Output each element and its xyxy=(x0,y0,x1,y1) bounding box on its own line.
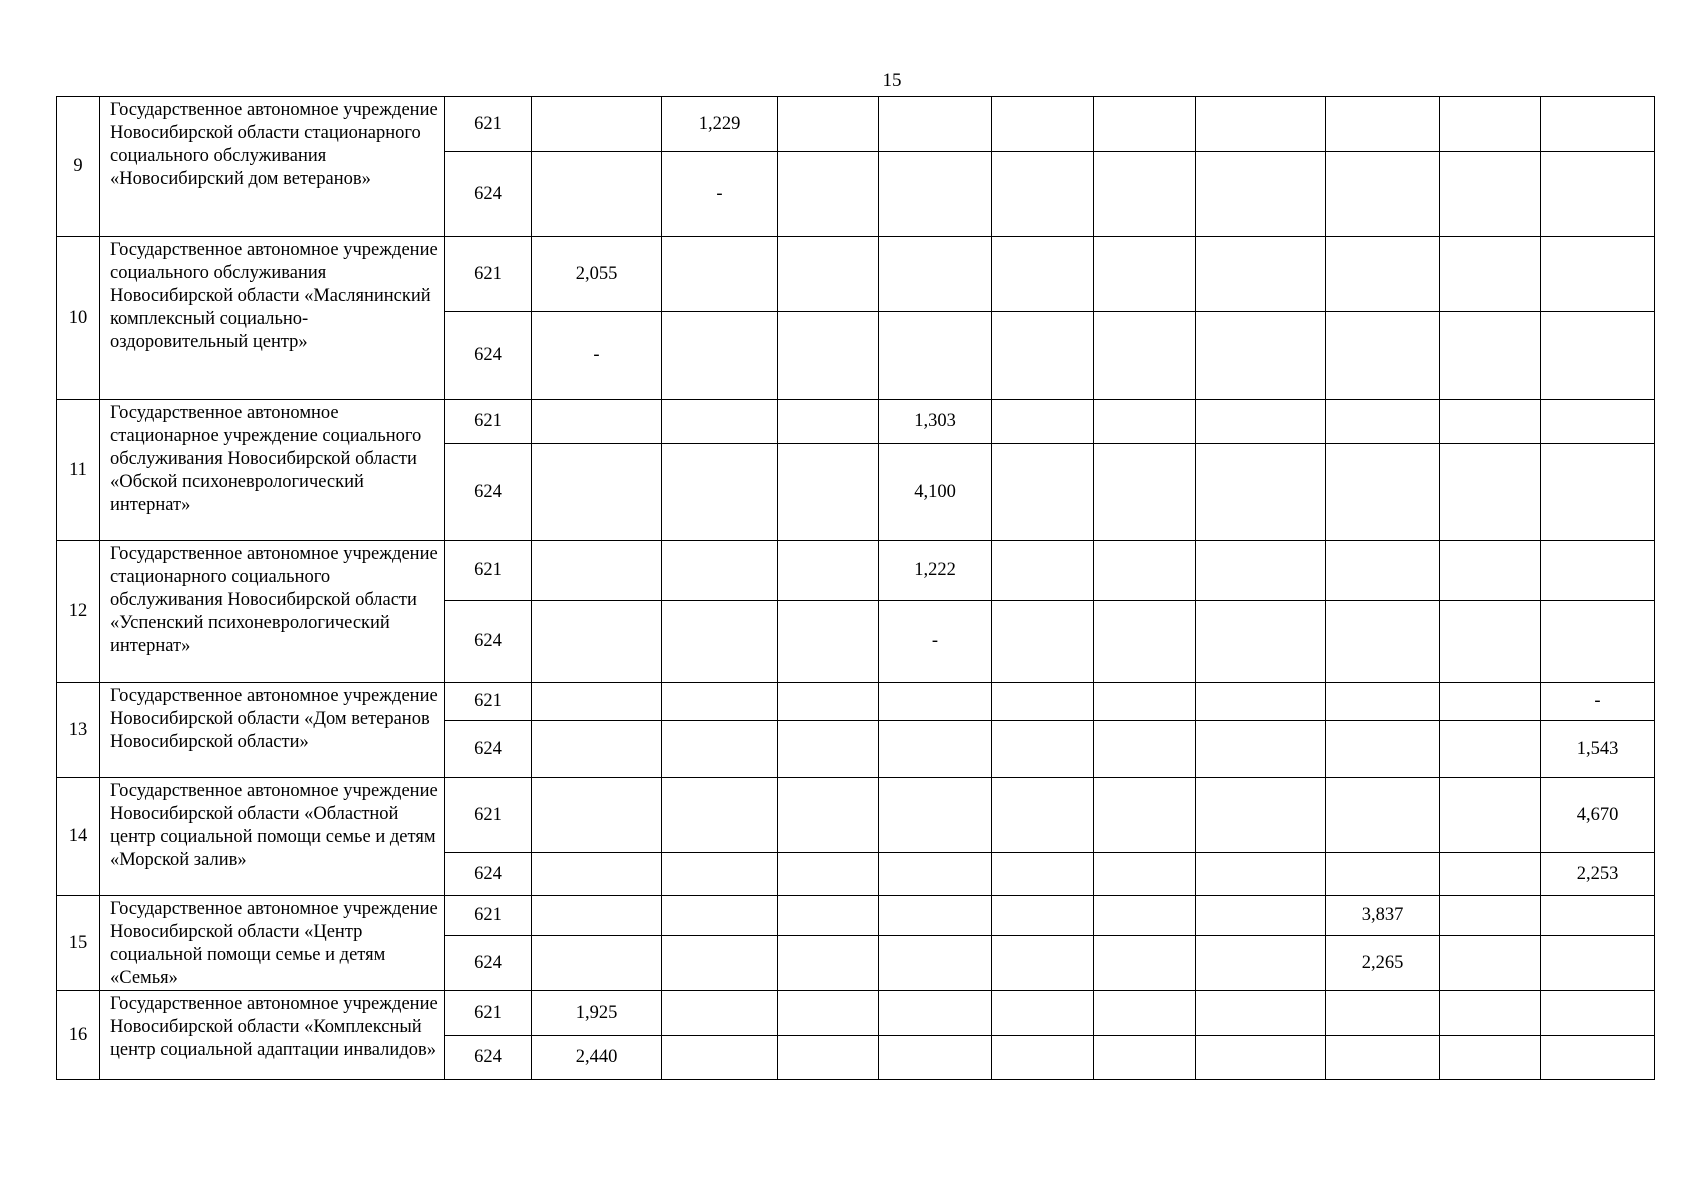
value-cell xyxy=(1094,601,1196,683)
value-cell xyxy=(1440,683,1541,721)
value-cell xyxy=(1196,853,1326,896)
value-cell xyxy=(1440,778,1541,853)
page-number: 15 xyxy=(882,70,902,91)
budget-code: 624 xyxy=(445,444,532,541)
value-cell xyxy=(879,1036,992,1080)
value-cell xyxy=(879,97,992,152)
budget-code: 624 xyxy=(445,601,532,683)
row-number: 9 xyxy=(57,97,100,237)
value-cell xyxy=(1196,601,1326,683)
value-cell xyxy=(662,237,778,312)
budget-code: 624 xyxy=(445,152,532,237)
institution-name: Государственное автономное стационарное учреждение социального обслуживания Новосибирской области «Обской психоневрологический интернат» xyxy=(100,400,445,541)
value-cell: 1,543 xyxy=(1541,721,1655,778)
value-cell xyxy=(1541,936,1655,991)
budget-code: 621 xyxy=(445,896,532,936)
budget-code: 624 xyxy=(445,936,532,991)
value-cell xyxy=(1541,601,1655,683)
value-cell xyxy=(1196,152,1326,237)
institution-name: Государственное автономное учреждение стационарного социального обслуживания Новосибирской области «Успенский психоневрологический интернат» xyxy=(100,541,445,683)
value-cell xyxy=(1326,991,1440,1036)
value-cell xyxy=(1196,444,1326,541)
row-number: 12 xyxy=(57,541,100,683)
value-cell xyxy=(1094,541,1196,601)
value-cell xyxy=(1440,601,1541,683)
value-cell xyxy=(532,778,662,853)
value-cell xyxy=(992,541,1094,601)
value-cell xyxy=(1326,601,1440,683)
value-cell: 1,222 xyxy=(879,541,992,601)
value-cell xyxy=(778,1036,879,1080)
value-cell xyxy=(1094,683,1196,721)
value-cell: - xyxy=(1541,683,1655,721)
value-cell xyxy=(778,541,879,601)
value-cell xyxy=(1196,312,1326,400)
value-cell xyxy=(1094,721,1196,778)
value-cell xyxy=(1541,237,1655,312)
value-cell xyxy=(778,601,879,683)
value-cell xyxy=(662,721,778,778)
institution-name: Государственное автономное учреждение Новосибирской области «Дом ветеранов Новосибирской области» xyxy=(100,683,445,778)
value-cell xyxy=(778,683,879,721)
value-cell xyxy=(662,400,778,444)
value-cell xyxy=(532,721,662,778)
value-cell xyxy=(778,312,879,400)
value-cell: 3,837 xyxy=(1326,896,1440,936)
value-cell xyxy=(662,683,778,721)
value-cell xyxy=(662,991,778,1036)
table-row xyxy=(57,237,1655,312)
row-number: 16 xyxy=(57,991,100,1080)
institution-name: Государственное автономное учреждение социального обслуживания Новосибирской области «Маслянинский комплексный социально-оздоровительный центр» xyxy=(100,237,445,400)
value-cell xyxy=(1440,853,1541,896)
value-cell xyxy=(1196,991,1326,1036)
value-cell xyxy=(1196,683,1326,721)
value-cell xyxy=(532,896,662,936)
value-cell xyxy=(992,778,1094,853)
value-cell xyxy=(778,936,879,991)
value-cell xyxy=(1094,778,1196,853)
value-cell xyxy=(1326,683,1440,721)
value-cell xyxy=(662,601,778,683)
table-row xyxy=(57,683,1655,721)
table-row xyxy=(57,778,1655,853)
value-cell xyxy=(1440,400,1541,444)
value-cell xyxy=(1541,97,1655,152)
value-cell: - xyxy=(532,312,662,400)
value-cell: 2,055 xyxy=(532,237,662,312)
value-cell xyxy=(1196,237,1326,312)
value-cell xyxy=(1326,237,1440,312)
value-cell xyxy=(778,400,879,444)
value-cell xyxy=(532,541,662,601)
budget-code: 621 xyxy=(445,541,532,601)
value-cell xyxy=(1094,400,1196,444)
value-cell: 1,303 xyxy=(879,400,992,444)
value-cell xyxy=(1094,1036,1196,1080)
value-cell xyxy=(1440,541,1541,601)
value-cell xyxy=(1326,400,1440,444)
value-cell: 2,440 xyxy=(532,1036,662,1080)
value-cell xyxy=(1541,152,1655,237)
row-number: 15 xyxy=(57,896,100,991)
value-cell xyxy=(1094,97,1196,152)
value-cell xyxy=(992,400,1094,444)
value-cell xyxy=(532,936,662,991)
value-cell xyxy=(778,237,879,312)
value-cell xyxy=(1440,152,1541,237)
table-row xyxy=(57,541,1655,601)
value-cell: - xyxy=(879,601,992,683)
value-cell xyxy=(879,683,992,721)
value-cell xyxy=(879,991,992,1036)
value-cell: - xyxy=(662,152,778,237)
institution-name: Государственное автономное учреждение Новосибирской области «Областной центр социальной помощи семье и детям «Морской залив» xyxy=(100,778,445,896)
budget-code: 624 xyxy=(445,1036,532,1080)
value-cell xyxy=(992,683,1094,721)
row-number: 11 xyxy=(57,400,100,541)
value-cell xyxy=(532,683,662,721)
table-row xyxy=(57,97,1655,152)
value-cell xyxy=(992,853,1094,896)
value-cell xyxy=(992,721,1094,778)
value-cell: 2,253 xyxy=(1541,853,1655,896)
value-cell xyxy=(662,312,778,400)
value-cell xyxy=(778,152,879,237)
value-cell xyxy=(778,97,879,152)
value-cell xyxy=(1094,896,1196,936)
value-cell xyxy=(1326,444,1440,541)
table-row xyxy=(57,400,1655,444)
value-cell xyxy=(1541,312,1655,400)
value-cell xyxy=(778,721,879,778)
value-cell xyxy=(1196,721,1326,778)
value-cell xyxy=(662,778,778,853)
value-cell xyxy=(778,778,879,853)
value-cell xyxy=(1440,312,1541,400)
value-cell xyxy=(1541,1036,1655,1080)
value-cell xyxy=(1094,237,1196,312)
budget-code: 621 xyxy=(445,778,532,853)
value-cell: 2,265 xyxy=(1326,936,1440,991)
budget-code: 621 xyxy=(445,991,532,1036)
value-cell xyxy=(1326,721,1440,778)
value-cell xyxy=(1094,444,1196,541)
budget-code: 621 xyxy=(445,97,532,152)
value-cell xyxy=(662,1036,778,1080)
subsidy-table xyxy=(56,96,1655,1080)
value-cell xyxy=(1326,97,1440,152)
budget-code: 621 xyxy=(445,683,532,721)
value-cell xyxy=(1440,97,1541,152)
value-cell xyxy=(1440,896,1541,936)
value-cell xyxy=(662,896,778,936)
value-cell xyxy=(1541,991,1655,1036)
value-cell xyxy=(1196,541,1326,601)
value-cell xyxy=(532,400,662,444)
value-cell xyxy=(1094,991,1196,1036)
value-cell xyxy=(992,601,1094,683)
value-cell xyxy=(879,896,992,936)
institution-name: Государственное автономное учреждение Новосибирской области стационарного социального обслуживания «Новосибирский дом ветеранов» xyxy=(100,97,445,237)
value-cell xyxy=(1196,1036,1326,1080)
budget-code: 624 xyxy=(445,853,532,896)
table-row xyxy=(57,991,1655,1036)
value-cell xyxy=(1094,312,1196,400)
value-cell xyxy=(662,444,778,541)
value-cell xyxy=(1196,896,1326,936)
value-cell xyxy=(992,444,1094,541)
value-cell: 1,229 xyxy=(662,97,778,152)
value-cell xyxy=(1094,152,1196,237)
budget-code: 624 xyxy=(445,721,532,778)
value-cell xyxy=(879,237,992,312)
value-cell xyxy=(1326,778,1440,853)
value-cell xyxy=(1326,152,1440,237)
value-cell xyxy=(1440,936,1541,991)
value-cell xyxy=(662,936,778,991)
value-cell xyxy=(1326,541,1440,601)
value-cell xyxy=(778,444,879,541)
value-cell xyxy=(1094,936,1196,991)
value-cell xyxy=(1440,721,1541,778)
budget-code: 624 xyxy=(445,312,532,400)
value-cell xyxy=(992,1036,1094,1080)
value-cell xyxy=(778,896,879,936)
value-cell xyxy=(879,721,992,778)
value-cell xyxy=(1541,896,1655,936)
institution-name: Государственное автономное учреждение Новосибирской области «Комплексный центр социальной адаптации инвалидов» xyxy=(100,991,445,1080)
value-cell xyxy=(778,853,879,896)
value-cell: 4,670 xyxy=(1541,778,1655,853)
value-cell xyxy=(992,896,1094,936)
value-cell xyxy=(879,778,992,853)
value-cell xyxy=(532,152,662,237)
value-cell xyxy=(879,853,992,896)
value-cell xyxy=(992,312,1094,400)
value-cell xyxy=(1440,237,1541,312)
value-cell xyxy=(992,152,1094,237)
value-cell xyxy=(1196,400,1326,444)
value-cell: 1,925 xyxy=(532,991,662,1036)
value-cell xyxy=(1326,853,1440,896)
value-cell xyxy=(992,936,1094,991)
value-cell xyxy=(879,152,992,237)
value-cell xyxy=(992,97,1094,152)
budget-code: 621 xyxy=(445,237,532,312)
value-cell xyxy=(1440,444,1541,541)
value-cell xyxy=(532,601,662,683)
value-cell xyxy=(1094,853,1196,896)
value-cell xyxy=(532,853,662,896)
value-cell xyxy=(662,853,778,896)
value-cell xyxy=(532,97,662,152)
value-cell xyxy=(778,991,879,1036)
value-cell xyxy=(879,936,992,991)
value-cell xyxy=(1326,312,1440,400)
row-number: 10 xyxy=(57,237,100,400)
value-cell xyxy=(992,991,1094,1036)
value-cell xyxy=(879,312,992,400)
value-cell xyxy=(1541,444,1655,541)
table-row xyxy=(57,896,1655,936)
value-cell xyxy=(1196,97,1326,152)
row-number: 14 xyxy=(57,778,100,896)
value-cell xyxy=(662,541,778,601)
value-cell xyxy=(1440,991,1541,1036)
value-cell xyxy=(1440,1036,1541,1080)
value-cell: 4,100 xyxy=(879,444,992,541)
value-cell xyxy=(1196,936,1326,991)
value-cell xyxy=(1196,778,1326,853)
budget-code: 621 xyxy=(445,400,532,444)
value-cell xyxy=(1326,1036,1440,1080)
value-cell xyxy=(992,237,1094,312)
value-cell xyxy=(532,444,662,541)
row-number: 13 xyxy=(57,683,100,778)
value-cell xyxy=(1541,541,1655,601)
institution-name: Государственное автономное учреждение Новосибирской области «Центр социальной помощи семье и детям «Семья» xyxy=(100,896,445,991)
value-cell xyxy=(1541,400,1655,444)
